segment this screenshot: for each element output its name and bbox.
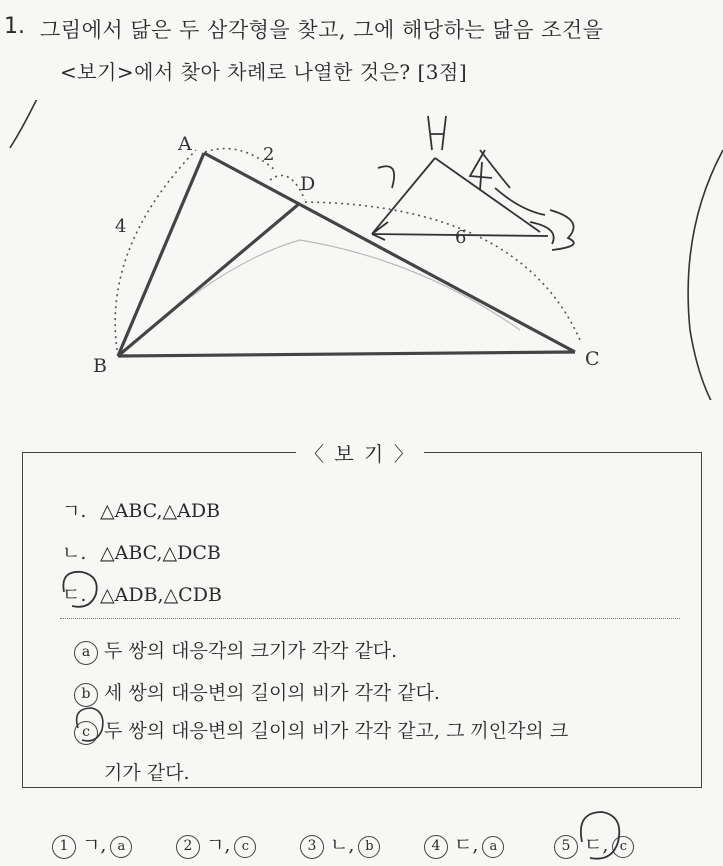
answer-choice-5[interactable]: [554, 830, 678, 859]
condition-b: [74, 678, 440, 707]
answer-choice-2[interactable]: [176, 830, 300, 859]
condition-marker: a: [74, 641, 98, 665]
choice-text: ㄷ,: [454, 834, 479, 856]
vertex-label-d: D: [300, 173, 316, 195]
arc-dc: [305, 202, 580, 340]
choice-text: ㄱ,: [206, 834, 231, 856]
question-number: 1.: [4, 14, 25, 39]
boki-option-3: [62, 580, 222, 607]
condition-c: [74, 716, 568, 745]
condition-marker: c: [74, 721, 98, 745]
segment-bd: [118, 203, 300, 356]
choice-number: 5: [554, 835, 578, 859]
length-label-dc: 6: [455, 227, 467, 248]
margin-slash: [10, 100, 70, 148]
vertex-label-a: A: [178, 133, 192, 155]
segment-ac: [204, 153, 575, 352]
condition-text: 두 쌍의 대응변의 길이의 비가 각각 같고, 그 끼인각의 크: [104, 720, 569, 742]
condition-marker: b: [74, 683, 98, 707]
boki-title: 〈 보 기 〉: [296, 438, 424, 467]
length-label-ad: 2: [263, 144, 275, 165]
condition-a: [74, 636, 397, 665]
answer-choice-3[interactable]: [300, 830, 424, 859]
choice-mark: b: [358, 836, 380, 858]
vertex-label-c: C: [585, 348, 600, 370]
choice-text: ㄷ,: [584, 834, 609, 856]
option-marker: ㄱ.: [62, 500, 87, 522]
choice-number: 1: [52, 835, 76, 859]
faint-construction: [150, 240, 520, 330]
choice-number: 4: [424, 835, 448, 859]
option-marker: ㄴ.: [62, 542, 87, 564]
handwritten-sketch: [372, 116, 574, 250]
condition-c-continued: 기가 같다.: [104, 762, 190, 784]
option-text: △ADB,△CDB: [100, 584, 222, 606]
answer-choice-4[interactable]: [424, 830, 554, 859]
choice-text: ㄴ,: [330, 834, 355, 856]
option-text: △ABC,△ADB: [100, 500, 221, 522]
option-marker: ㄷ.: [62, 584, 87, 606]
choice-mark: a: [482, 836, 504, 858]
choice-mark: c: [234, 836, 256, 858]
choice-number: 3: [300, 835, 324, 859]
segment-bc: [118, 352, 575, 356]
boki-divider: [60, 618, 680, 619]
question-line-1: 그림에서 닮은 두 삼각형을 찾고, 그에 해당하는 닮음 조건을: [40, 18, 604, 42]
choice-number: 2: [176, 835, 200, 859]
choice-text: ㄱ,: [82, 834, 107, 856]
answer-choices: [52, 830, 712, 859]
length-label-ab: 4: [115, 216, 127, 237]
answer-choice-1[interactable]: [52, 830, 176, 859]
choice-mark: c: [612, 836, 634, 858]
option-text: △ABC,△DCB: [100, 542, 221, 564]
question-line-2: <보기>에서 찾아 차례로 나열한 것은? [3점]: [60, 60, 468, 84]
right-margin-arc: [688, 150, 723, 400]
condition-text: 두 쌍의 대응각의 크기가 각각 같다.: [104, 640, 398, 662]
condition-text: 세 쌍의 대응변의 길이의 비가 각각 같다.: [104, 682, 440, 704]
vertex-label-b: B: [93, 355, 107, 377]
boki-option-2: [62, 538, 221, 565]
triangle-figure: [0, 100, 723, 400]
segment-ab: [118, 153, 204, 356]
boki-option-1: [62, 496, 220, 523]
choice-mark: a: [110, 836, 132, 858]
